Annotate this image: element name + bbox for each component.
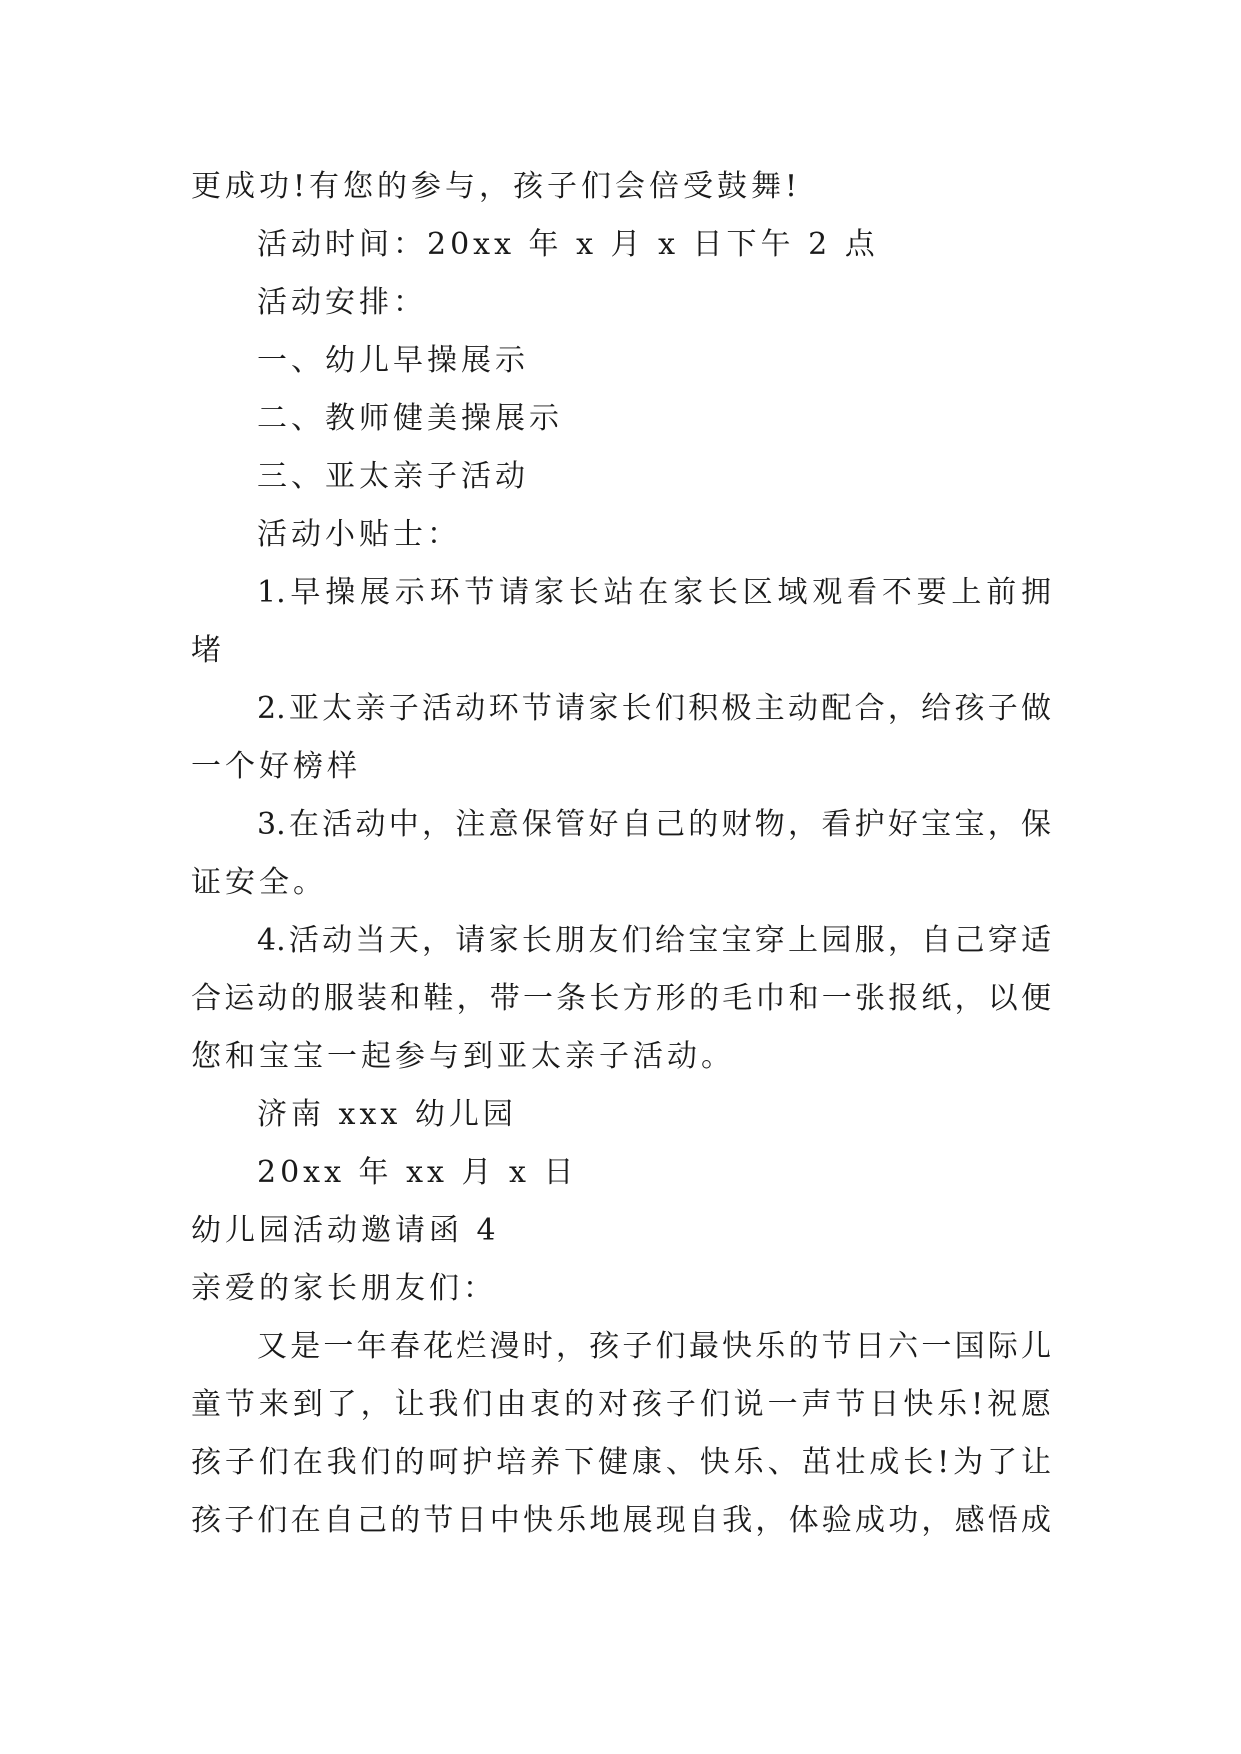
tip-line: 2.亚太亲子活动环节请家长们积极主动配合，给孩子做 [257, 691, 1051, 726]
signature-date: 20xx 年 xx 月 x 日 [257, 1155, 578, 1190]
tip-line: 一个好榜样 [191, 749, 361, 784]
paragraph-line: 孩子们在我们的呵护培养下健康、快乐、茁壮成长!为了让 [191, 1445, 1051, 1480]
salutation: 亲爱的家长朋友们： [191, 1271, 497, 1306]
tip-line: 4.活动当天，请家长朋友们给宝宝穿上园服，自己穿适 [257, 923, 1051, 958]
paragraph-line: 孩子们在自己的节日中快乐地展现自我，体验成功，感悟成 [191, 1503, 1051, 1538]
tip-line: 堵 [191, 633, 225, 668]
activity-schedule-heading: 活动安排： [257, 285, 427, 320]
paragraph-line: 更成功!有您的参与，孩子们会倍受鼓舞! [191, 169, 802, 204]
tips-heading: 活动小贴士： [257, 517, 461, 552]
section-title: 幼儿园活动邀请函 4 [191, 1213, 500, 1248]
paragraph-line: 又是一年春花烂漫时，孩子们最快乐的节日六一国际儿 [257, 1329, 1051, 1364]
tip-line: 证安全。 [191, 865, 327, 900]
tip-line: 3.在活动中，注意保管好自己的财物，看护好宝宝，保 [257, 807, 1051, 842]
schedule-item: 二、教师健美操展示 [257, 401, 563, 436]
tip-line: 合运动的服装和鞋，带一条长方形的毛巾和一张报纸，以便 [191, 981, 1051, 1016]
paragraph-line: 童节来到了，让我们由衷的对孩子们说一声节日快乐!祝愿 [191, 1387, 1051, 1422]
signature-organization: 济南 xxx 幼儿园 [257, 1097, 517, 1132]
schedule-item: 一、幼儿早操展示 [257, 343, 529, 378]
tip-line: 1.早操展示环节请家长站在家长区域观看不要上前拥 [257, 575, 1051, 610]
schedule-item: 三、亚太亲子活动 [257, 459, 529, 494]
activity-time-line: 活动时间：20xx 年 x 月 x 日下午 2 点 [257, 227, 879, 262]
tip-line: 您和宝宝一起参与到亚太亲子活动。 [191, 1039, 735, 1074]
document-body [191, 158, 1051, 1550]
